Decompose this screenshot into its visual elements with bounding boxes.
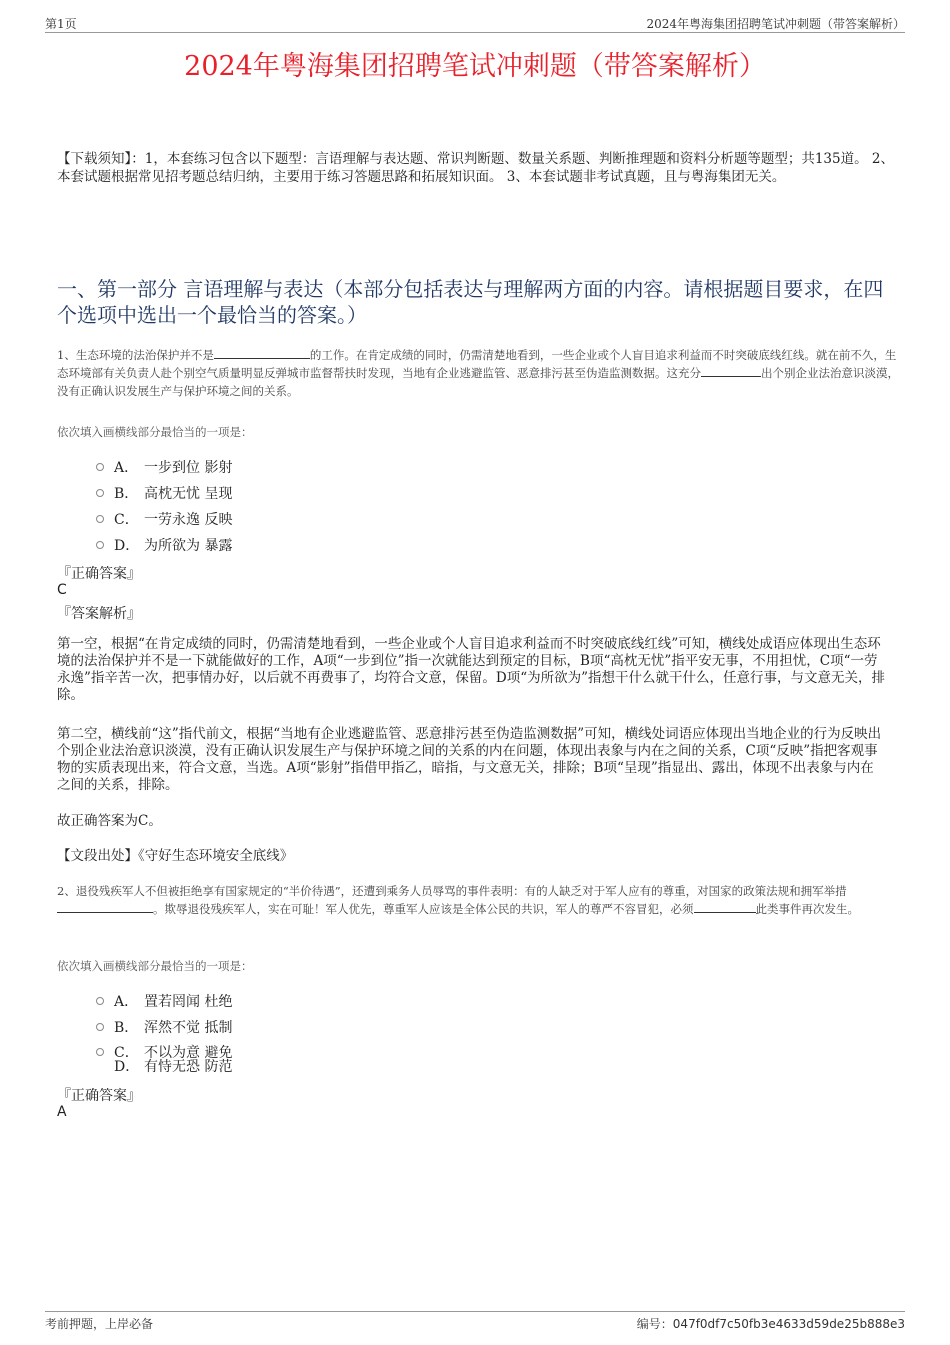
question-2-option-d[interactable]: D． 有恃无恐 防范: [114, 1059, 233, 1075]
question-1-source: 【文段出处】《守好生态环境安全底线》: [57, 848, 294, 864]
blank-line: [694, 900, 756, 913]
question-1-analysis-label: 『答案解析』: [57, 606, 141, 622]
footer-code: [637, 1315, 905, 1332]
radio-icon[interactable]: [96, 463, 104, 471]
radio-icon[interactable]: [96, 1048, 104, 1056]
footer-code-value: 047f0df7c50fb3e4633d59de25b888e3: [672, 1317, 905, 1331]
question-2-text-a: 2、退役残疾军人不但被拒绝享有国家规定的“半价待遇”，还遭到乘务人员辱骂的事件表明：有的人缺乏对于军人应有的尊重，对国家的政策法规和拥军举措: [57, 884, 847, 898]
question-1-answer: C: [57, 582, 67, 598]
radio-icon[interactable]: [96, 541, 104, 549]
question-1-text-c: 出个别企业法治意识淡漠，没有正确认识发展生产与保护环境之间的关系。: [57, 366, 899, 398]
question-1-analysis-2: 第二空，横线前“这”指代前文，根据“当地有企业逃避监管、恶意排污甚至伪造监测数据”可知，横线处词语应体现出当地企业的行为反映出个别企业法治意识淡漠，没有正确认识发展生产与保护环境之间的关系的内在问题，体现出表象与内在之间的关系，C项“反映”指把客观事物的实质表现出来，符合文意，当选。A项“影射”指借甲指乙，暗指，与文意无关，排除；B项“呈现”指显出、露出，体现不出表象与内在之间的关系，排除。: [57, 726, 882, 793]
question-1-option-b[interactable]: B． 高枕无忧 呈现: [96, 483, 232, 503]
running-header-title: 2024年粤海集团招聘笔试冲刺题（带答案解析）: [646, 17, 905, 31]
question-1-prompt: 依次填入画横线部分最恰当的一项是：: [57, 425, 253, 439]
document-title: 2024年粤海集团招聘笔试冲刺题（带答案解析）: [184, 51, 766, 82]
section-heading: 一、第一部分 言语理解与表达（本部分包括表达与理解两方面的内容。请根据题目要求，在四个选项中选出一个最恰当的答案。）: [57, 277, 884, 327]
blank-line: [57, 900, 153, 913]
question-1-conclusion: 故正确答案为C。: [57, 813, 162, 829]
question-2-prompt: 依次填入画横线部分最恰当的一项是：: [57, 959, 253, 973]
question-1-answer-label: 『正确答案』: [57, 566, 141, 582]
radio-icon[interactable]: [96, 997, 104, 1005]
radio-icon[interactable]: [96, 489, 104, 497]
blank-line: [701, 364, 761, 377]
blank-line: [214, 346, 310, 359]
question-2-answer-label: 『正确答案』: [57, 1088, 141, 1104]
question-2-answer: A: [57, 1104, 67, 1120]
radio-icon[interactable]: [96, 1023, 104, 1031]
question-1-option-c[interactable]: C． 一劳永逸 反映: [96, 509, 232, 529]
question-2-option-a[interactable]: A． 置若罔闻 杜绝: [96, 991, 232, 1011]
question-1-option-a[interactable]: A． 一步到位 影射: [96, 457, 232, 477]
footer-slogan: 考前押题，上岸必备: [45, 1317, 154, 1331]
question-1-text-a: 1、生态环境的法治保护并不是: [57, 348, 214, 362]
question-2-option-c[interactable]: C． 不以为意 避免: [96, 1042, 232, 1062]
question-1-analysis-1: 第一空，根据“在肯定成绩的同时，仍需清楚地看到，一些企业或个人盲目追求利益而不时突破底线红线”可知，横线处成语应体现出生态环境的法治保护并不是一下就能做好的工作，A项“一步到位”指一次就能达到预定的目标，B项“高枕无忧”指平安无事，不用担忧，C项“一劳永逸”指辛苦一次，把事情办好，以后就不再费事了，均符合文意，保留。D项“为所欲为”指想干什么就干什么，任意行事，与文意无关，排除。: [57, 636, 886, 703]
download-notice: 【下载须知】：1，本套练习包含以下题型：言语理解与表达题、常识判断题、数量关系题、判断推理题和资料分析题等题型；共135道。 2、本套试题根据常见招考题总结归纳，主要用于练习答题思路和拓展知识面。 3、本套试题非考试真题，且与粤海集团无关。: [57, 151, 894, 185]
question-1-text-b: 的工作。在肯定成绩的同时，仍需清楚地看到，一些企业或个人盲目追求利益而不时突破底线红线。就在前不久，生态环境部有关负责人赴个别空气质量明显反弹城市监督帮扶时发现，当地有企业逃避监管、恶意排污甚至伪造监测数据。这充分: [57, 348, 897, 380]
footer-code-label: 编号：: [636, 1317, 673, 1331]
page-number: 第1页: [45, 17, 77, 31]
question-2-option-b[interactable]: B． 浑然不觉 抵制: [96, 1017, 232, 1037]
footer-divider: [45, 1311, 905, 1312]
question-1-stem: [57, 346, 902, 400]
header-divider: [45, 32, 905, 33]
question-2-text-b: 。欺辱退役残疾军人，实在可耻！军人优先，尊重军人应该是全体公民的共识，军人的尊严不容冒犯，必须: [153, 902, 694, 916]
question-2-text-c: 此类事件再次发生。: [755, 902, 859, 916]
radio-icon[interactable]: [96, 515, 104, 523]
question-1-option-d[interactable]: D． 为所欲为 暴露: [96, 535, 232, 555]
question-2-stem: [57, 882, 902, 918]
